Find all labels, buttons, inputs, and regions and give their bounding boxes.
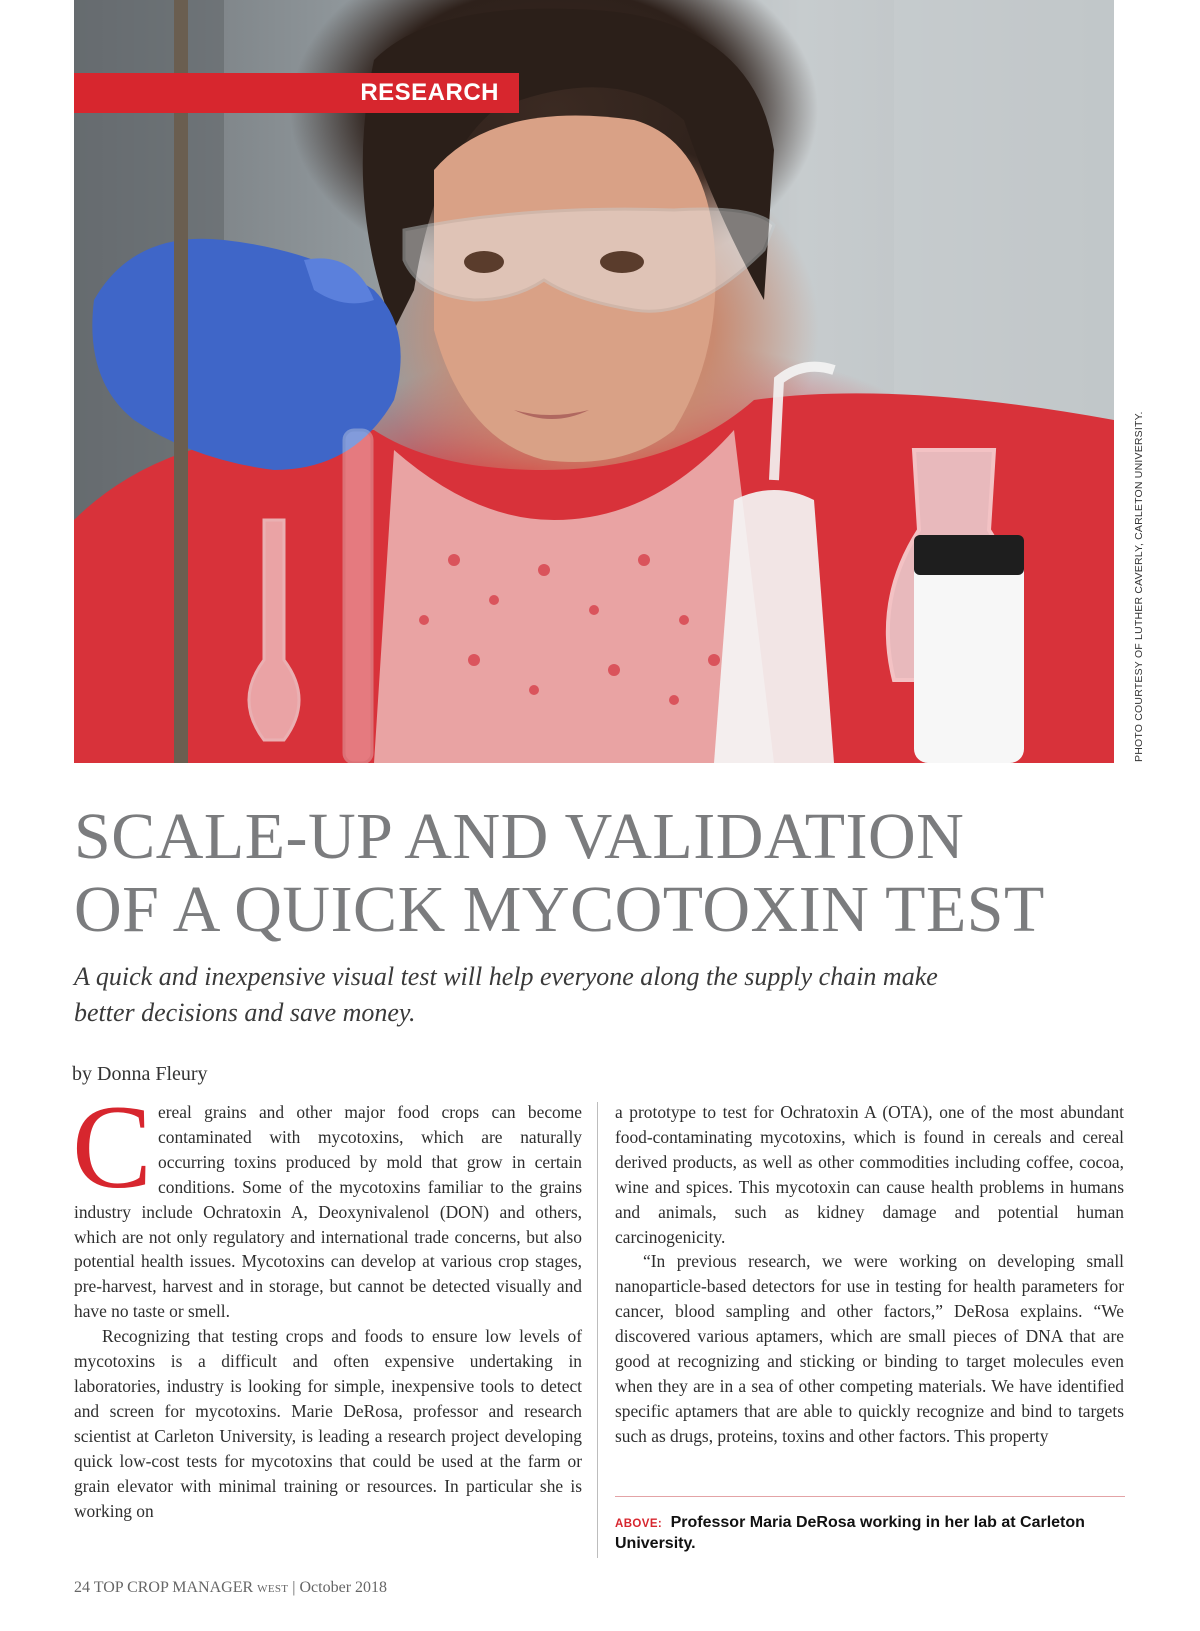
headline bbox=[74, 800, 1134, 946]
folio-separator: | bbox=[292, 1579, 296, 1596]
body-paragraph: Recognizing that testing crops and foods to ensure low levels of mycotoxins is a difficult and often expensive undertaking in laboratories, industry is looking for simple, inexpensive tools to detect and screen for mycotoxins. Marie DeRosa, professor and research scientist at Carleton University, is leading a research project developing quick low-cost tests for mycotoxins that could be used at the farm or grain elevator with minimal training or resources. In particular she is working on bbox=[74, 1326, 582, 1521]
lab-scene-illustration bbox=[74, 0, 1114, 763]
page-folio bbox=[74, 1579, 387, 1597]
deck-subtitle: A quick and inexpensive visual test will help everyone along the supply chain make better decisions and save money. bbox=[74, 962, 938, 1027]
body-paragraph: “In previous research, we were working on developing small nanoparticle-based detectors for use in testing for health parameters for cancer, blood sampling and other factors,” DeRosa explains. “We discovered various aptamers, which are small pieces of DNA that are good at recognizing and sticking or binding to target molecules even when they are in a sea of other competing materials. We have identified specific aptamers that are able to quickly recognize and bind to targets such as drugs, proteins, toxins and other factors. This property bbox=[615, 1251, 1124, 1446]
caption-lead: ABOVE: bbox=[615, 1518, 663, 1530]
caption-text: Professor Maria DeRosa working in her lab at Carleton University. bbox=[615, 1514, 1085, 1552]
page-number: 24 bbox=[74, 1579, 90, 1596]
body-paragraph: a prototype to test for Ochratoxin A (OTA), one of the most abundant food-contaminating mycotoxins, which is found in cereals and cereal derived products, as well as other commodities including coffee, cocoa, wine and spices. This mycotoxin can cause health problems in humans and animals, such as kidney damage and potential human carcinogenicity. bbox=[615, 1102, 1124, 1247]
drop-cap: C bbox=[72, 1080, 153, 1213]
magazine-edition: WEST bbox=[257, 1583, 289, 1595]
body-column-left bbox=[72, 1080, 582, 1523]
byline: by Donna Fleury bbox=[72, 1063, 208, 1085]
photo-caption bbox=[615, 1513, 1115, 1554]
headline-line-2: OF A QUICK MYCOTOXIN TEST bbox=[74, 873, 1045, 946]
body-column-right bbox=[615, 1100, 1124, 1449]
headline-line-1: SCALE-UP AND VALIDATION bbox=[74, 800, 965, 873]
hero-photo bbox=[74, 0, 1114, 763]
column-divider bbox=[597, 1102, 598, 1558]
body-paragraph-text: ereal grains and other major food crops can become contaminated with mycotoxins, which are naturally occurring toxins produced by mold that grow in certain conditions. Some of the mycotoxins familiar to the grains industry include Ochratoxin A, Deoxynivalenol (DON) and others, which are not only regulatory and international trade concerns, but also potential health issues. Mycotoxins can develop at various crop stages, pre-harvest, harvest and in storage, but cannot be detected visually and have no taste or smell. bbox=[74, 1102, 582, 1322]
body-paragraph bbox=[72, 1080, 582, 1324]
issue-date: October 2018 bbox=[299, 1579, 388, 1596]
photo-credit: PHOTO COURTESY OF LUTHER CAVERLY, CARLETON UNIVERSITY. bbox=[1133, 411, 1145, 762]
magazine-name: TOP CROP MANAGER bbox=[93, 1579, 254, 1596]
section-tag: RESEARCH bbox=[74, 73, 519, 113]
caption-divider bbox=[615, 1496, 1125, 1497]
